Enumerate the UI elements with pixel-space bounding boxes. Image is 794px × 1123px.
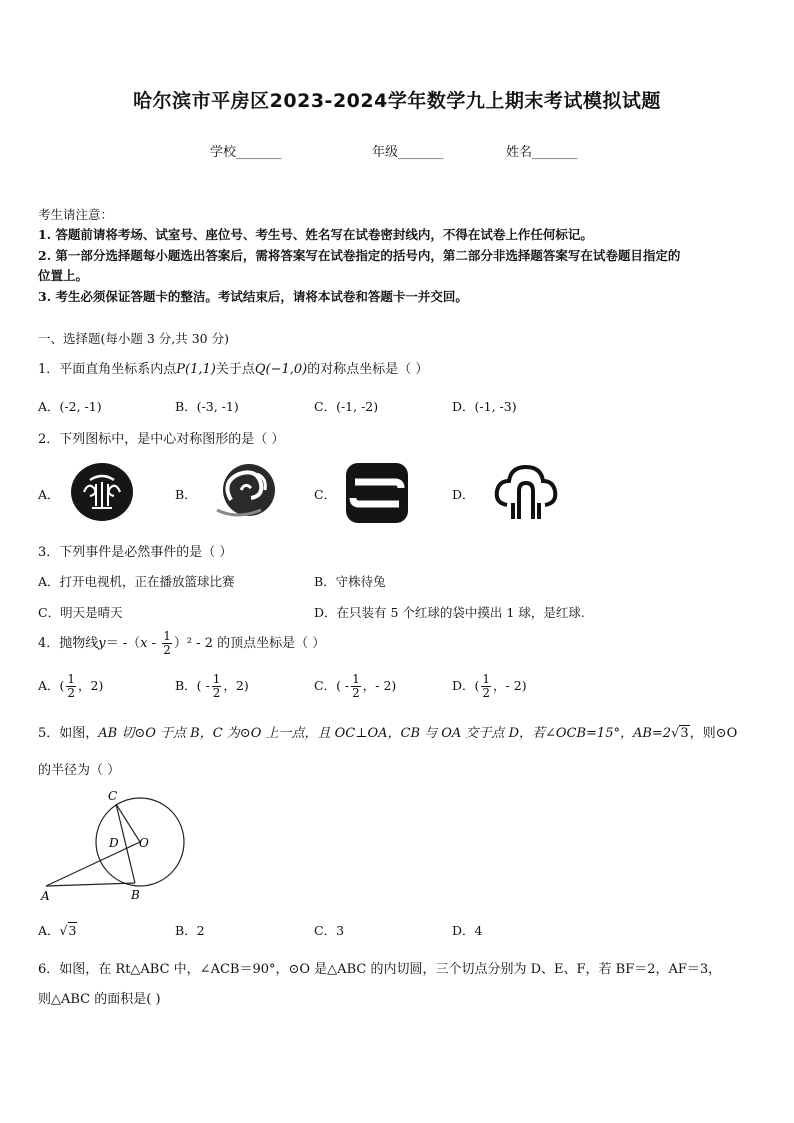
q1-option-c[interactable]: C．(-1, -2) [314, 399, 379, 414]
question-5: 5．如图，AB 切⊙O 于点 B，C 为⊙O 上一点，且 OC⊥OA，CB 与 OA 交于点 D，若∠OCB=15°，AB=2√3，则⊙O [38, 726, 738, 741]
q1-mid: 关于点 [215, 362, 255, 377]
q5-option-b[interactable]: B．2 [175, 923, 205, 938]
q5-sqrt: 3 [680, 726, 689, 741]
q4-option-c[interactable]: C．( - $\frac{1}{2}$ ，- 2) [314, 672, 397, 700]
q3-option-b[interactable]: B．守株待兔 [314, 574, 386, 589]
q4-option-a[interactable]: A．( $\frac{1}{2}$ ，2) [38, 672, 104, 700]
label-b: B [131, 888, 140, 902]
grade-field[interactable]: 年级_______ [372, 145, 444, 160]
q5-option-d[interactable]: D．4 [452, 923, 483, 938]
q1-option-a[interactable]: A．(-2, -1) [38, 399, 102, 414]
q4-pre: 4．抛物线 [38, 636, 99, 651]
q2-option-c[interactable]: C． [314, 487, 337, 502]
label-o: O [139, 836, 149, 850]
q4-y: y [98, 636, 106, 651]
label-c: C [108, 789, 118, 803]
notice-item-3: 3. 考生必须保证答题卡的整洁。考试结束后，请将本试卷和答题卡一并交回。 [38, 289, 468, 304]
q1-option-d[interactable]: D．(-1, -3) [452, 399, 517, 414]
logo-c-icon [345, 462, 409, 524]
q4-minus: - [147, 636, 161, 651]
q2-option-d[interactable]: D． [452, 487, 475, 502]
notice-heading: 考生请注意： [38, 207, 114, 222]
q4-option-b[interactable]: B．( - $\frac{1}{2}$ ，2) [175, 672, 249, 700]
line-ao [46, 842, 140, 886]
q1-point-p: P(1,1) [176, 362, 216, 377]
notice-item-1: 1. 答题前请将考场、试室号、座位号、考生号、姓名写在试卷密封线内，不得在试卷上作任何标记。 [38, 227, 593, 242]
page-title: 哈尔滨市平房区2023-2024学年数学九上期末考试模拟试题 [133, 90, 661, 112]
question-1 [38, 358, 428, 377]
q4-c-fraction: $\frac{1}{2}$ [352, 672, 360, 700]
q3-option-d[interactable]: D．在只装有 5 个红球的袋中摸出 1 球，是红球. [314, 605, 585, 620]
q2-option-a[interactable]: A． [38, 487, 60, 502]
label-d: D [109, 836, 119, 850]
notice-item-2: 2. 第一部分选择题每小题选出答案后，需将答案写在试卷指定的括号内，第二部分非选择题答案写在试卷题目指定的 [38, 248, 681, 263]
line-cb [116, 804, 135, 883]
q5-option-c[interactable]: C．3 [314, 923, 345, 938]
q4-d-fraction: $\frac{1}{2}$ [482, 672, 491, 700]
q5-geometry-figure [38, 786, 198, 906]
label-a: A [41, 889, 50, 903]
q4-x: x [140, 636, 148, 651]
q4-eq: ＝ -（ [105, 636, 141, 651]
section-heading: 一、选择题(每小题 3 分,共 30 分) [38, 331, 229, 346]
name-field[interactable]: 姓名_______ [506, 145, 578, 160]
question-4 [38, 630, 325, 657]
logo-d-icon [493, 463, 559, 521]
q3-option-c[interactable]: C．明天是晴天 [38, 605, 123, 620]
notice-item-2-cont: 位置上。 [38, 268, 89, 283]
school-field[interactable]: 学校_______ [210, 145, 282, 160]
question-3: 3．下列事件是必然事件的是（ ） [38, 545, 233, 560]
question-2: 2．下列图标中，是中心对称图形的是（ ） [38, 432, 285, 447]
question-5-cont: 的半径为（ ） [38, 763, 121, 778]
q1-point-q: Q(−1,0) [254, 362, 308, 377]
q4-fraction: $\frac{1}{2}$ [163, 629, 171, 657]
q3-option-a[interactable]: A．打开电视机，正在播放篮球比赛 [38, 574, 235, 589]
q1-pre: 1．平面直角坐标系内点 [38, 362, 177, 377]
q4-post: ）² - 2 的顶点坐标是（ ） [173, 636, 326, 651]
line-oc [116, 804, 140, 842]
question-6: 6．如图，在 Rt△ABC 中，∠ACB＝90°，⊙O 是△ABC 的内切圆，三个切点分别为 D、E、F，若 BF＝2，AF＝3， [38, 962, 722, 977]
q2-option-b[interactable]: B． [175, 487, 197, 502]
logo-b-icon [213, 460, 279, 522]
logo-a-icon [70, 462, 134, 522]
q1-option-b[interactable]: B．(-3, -1) [175, 399, 239, 414]
q1-post: 的对称点坐标是（ ） [307, 362, 429, 377]
line-ab [46, 883, 135, 886]
q4-b-fraction: $\frac{1}{2}$ [212, 672, 221, 700]
question-6-cont: 则△ABC 的面积是( ) [38, 992, 161, 1007]
q5-option-a[interactable]: A．√3 [38, 923, 77, 938]
q4-option-d[interactable]: D．( $\frac{1}{2}$ ，- 2) [452, 672, 527, 700]
q4-a-fraction: $\frac{1}{2}$ [67, 672, 76, 700]
